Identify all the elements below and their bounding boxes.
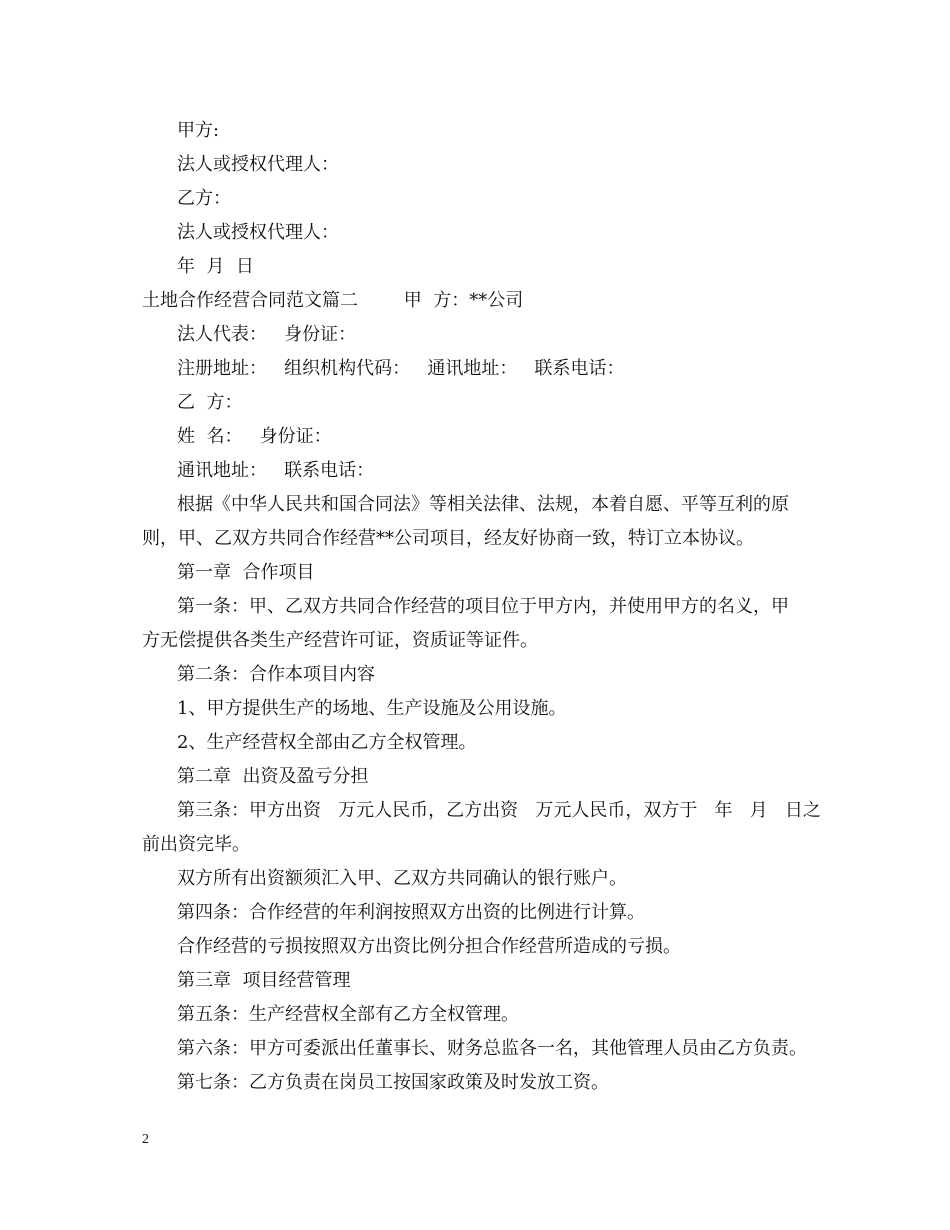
chapter-heading: 第一章 合作项目 <box>177 562 315 583</box>
date-line: 年 月 日 <box>177 256 254 277</box>
paragraph-line: 合作经营的亏损按照双方出资比例分担合作经营所造成的亏损。 <box>177 936 681 957</box>
article-line: 第二条：合作本项目内容 <box>177 664 375 685</box>
paragraph-line: 则，甲、乙双方共同合作经营**公司项目，经友好协商一致，特订立本协议。 <box>142 528 754 549</box>
list-item: 2、生产经营权全部由乙方全权管理。 <box>177 732 477 753</box>
paragraph-line: 双方所有出资额须汇入甲、乙双方共同确认的银行账户。 <box>177 868 627 889</box>
text-line: 乙 方： <box>177 392 243 413</box>
paragraph-line: 前出资完毕。 <box>142 834 250 855</box>
text-line: 法人或授权代理人： <box>177 154 339 175</box>
text-line: 姓 名： 身份证： <box>177 426 332 447</box>
article-line: 第五条：生产经营权全部有乙方全权管理。 <box>177 1004 519 1025</box>
article-line: 第六条：甲方可委派出任董事长、财务总监各一名，其他管理人员由乙方负责。 <box>177 1038 807 1059</box>
document-body <box>142 114 822 1100</box>
text-line: 乙方： <box>177 188 231 209</box>
paragraph-line: 根据《中华人民共和国合同法》等相关法律、法规，本着自愿、平等互利的原 <box>177 494 789 515</box>
chapter-heading: 第二章 出资及盈亏分担 <box>177 766 369 787</box>
text-line: 法人代表： 身份证： <box>177 324 357 345</box>
text-line: 通讯地址： 联系电话： <box>177 460 375 481</box>
text-line: 法人或授权代理人： <box>177 222 339 243</box>
chapter-heading: 第三章 项目经营管理 <box>177 970 351 991</box>
paragraph-line: 第一条：甲、乙双方共同合作经营的项目位于甲方内，并使用甲方的名义，甲 <box>177 596 789 617</box>
page-number: 2 <box>142 1132 149 1147</box>
paragraph-line: 方无偿提供各类生产经营许可证，资质证等证件。 <box>142 630 538 651</box>
article-line: 第七条：乙方负责在岗员工按国家政策及时发放工资。 <box>177 1072 609 1093</box>
text-line: 注册地址： 组织机构代码： 通讯地址： 联系电话： <box>177 358 625 379</box>
section-heading: 土地合作经营合同范文篇二 甲 方：**公司 <box>142 290 524 311</box>
article-line: 第四条：合作经营的年利润按照双方出资的比例进行计算。 <box>177 902 645 923</box>
paragraph-line: 第三条：甲方出资 万元人民币，乙方出资 万元人民币，双方于 年 月 日之 <box>177 800 821 821</box>
text-line: 甲方: <box>177 120 220 141</box>
list-item: 1、甲方提供生产的场地、生产设施及公用设施。 <box>177 698 567 719</box>
